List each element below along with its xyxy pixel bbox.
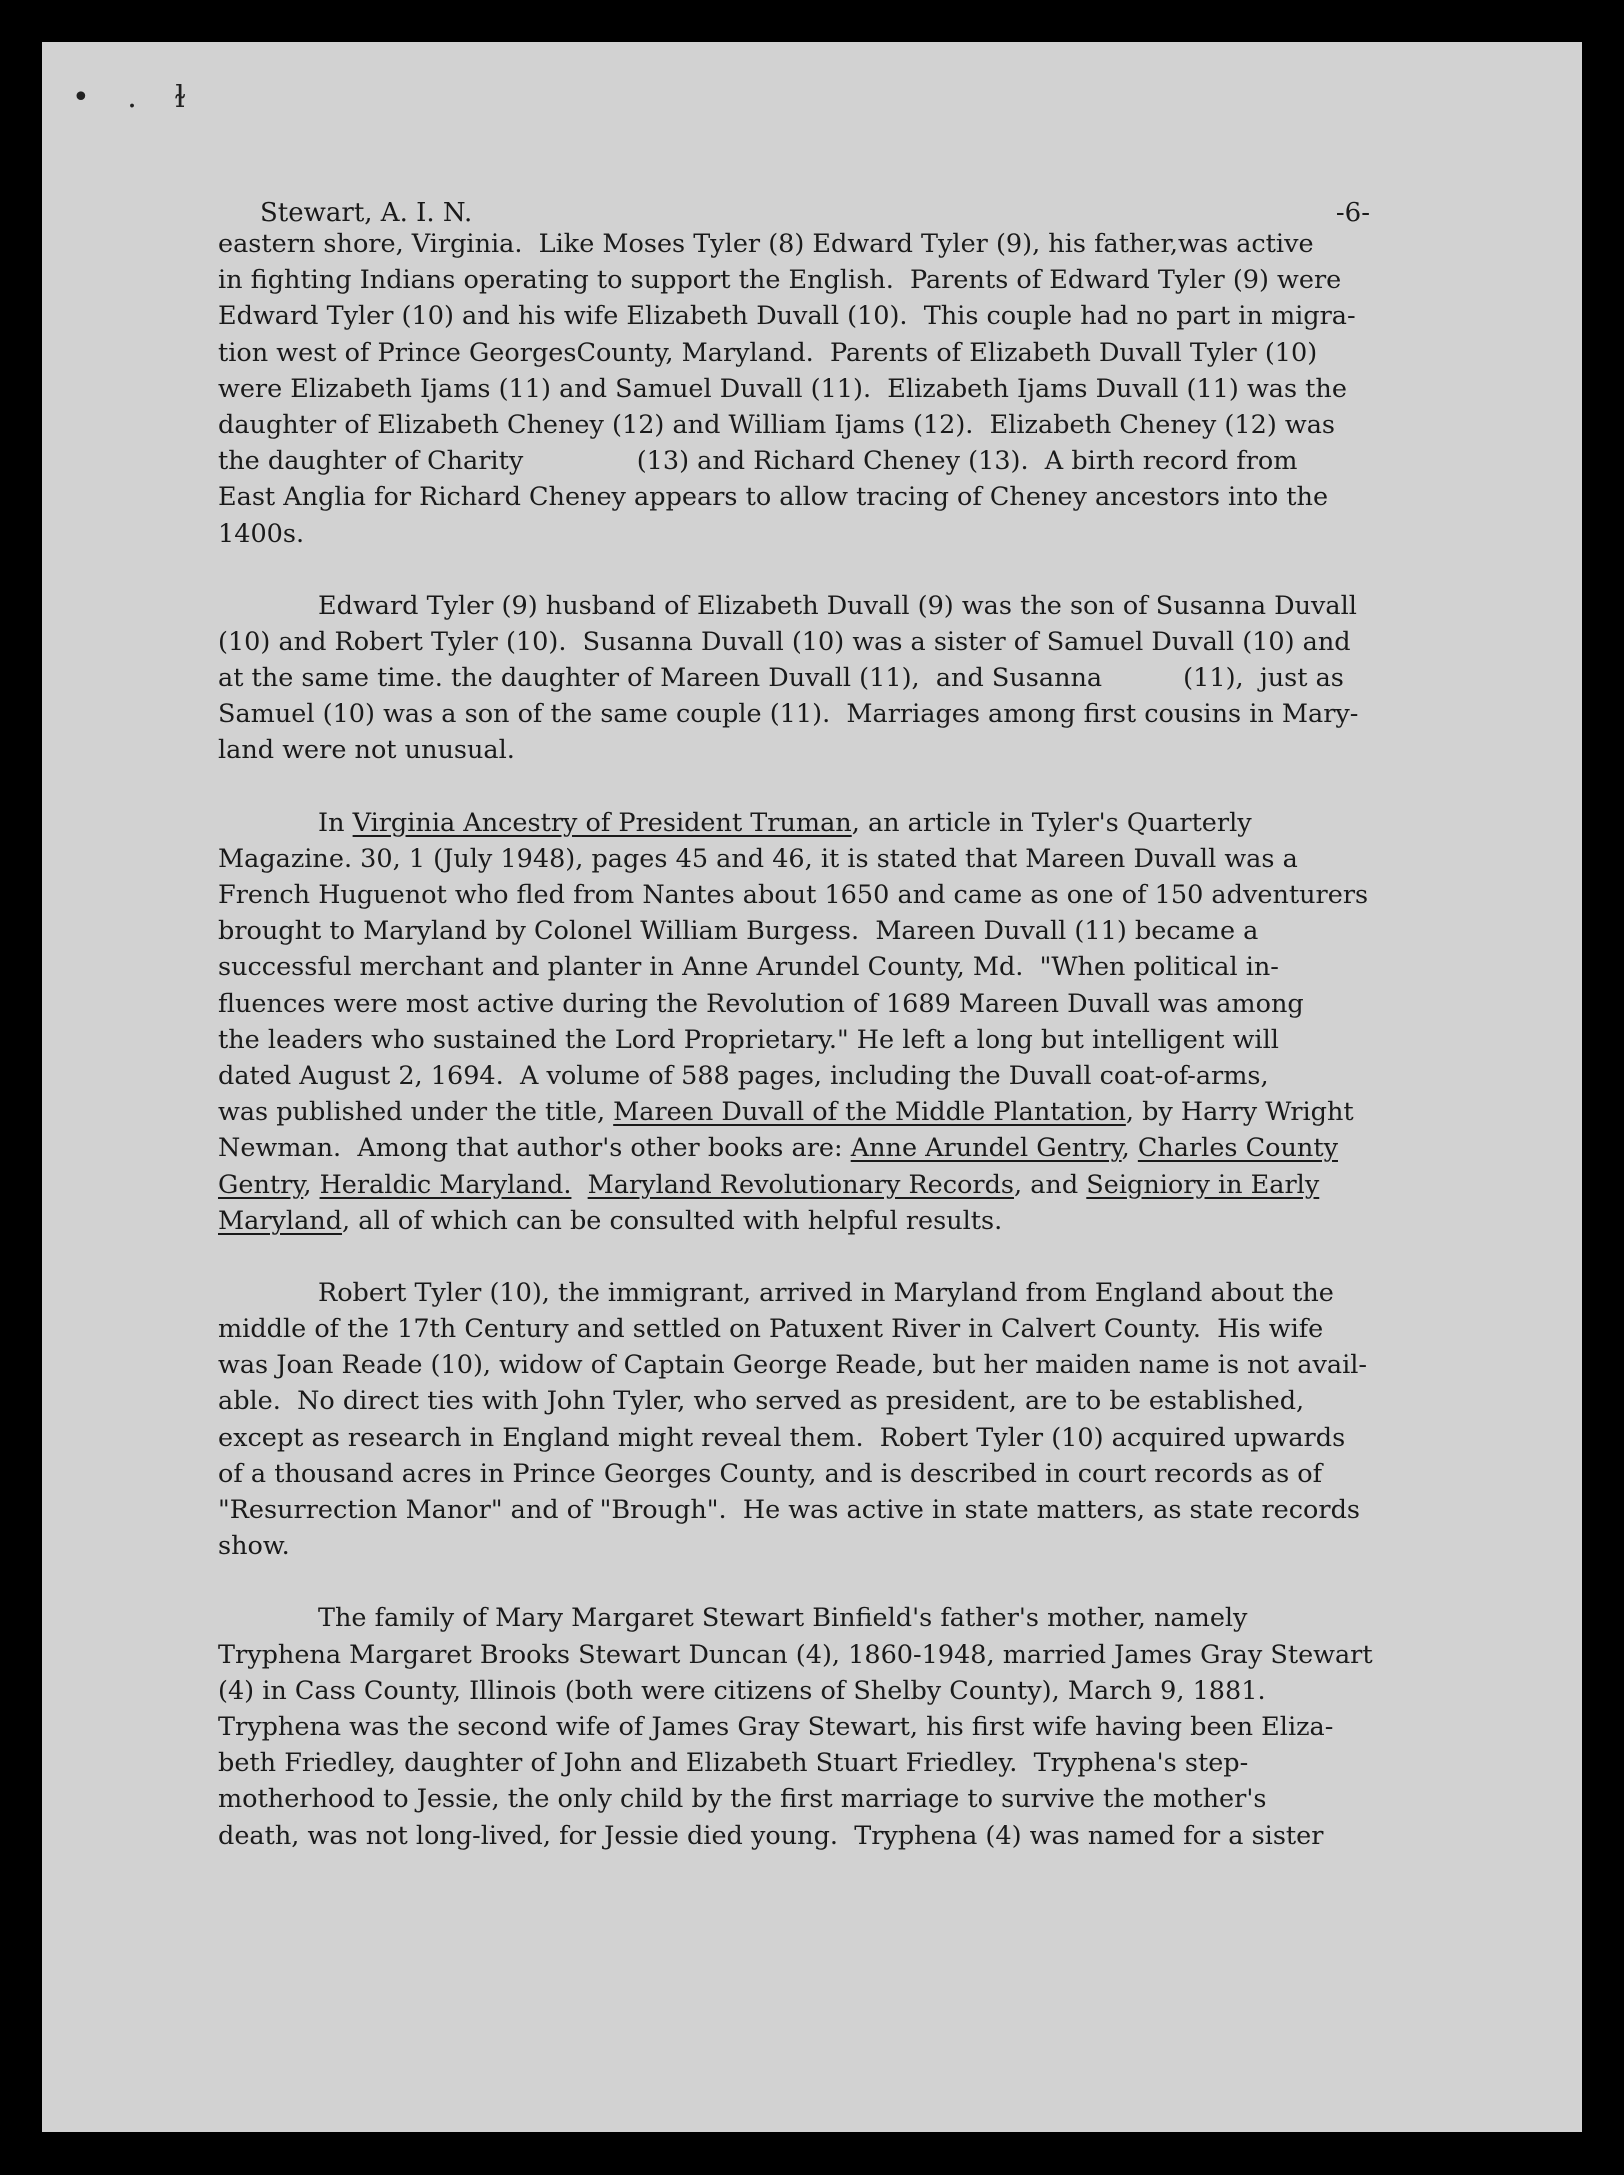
text-line [218,949,1478,985]
text-segment: motherhood to Jessie, the only child by the first marriage to survive the mother's [218,1784,1267,1815]
text-line [218,335,1478,371]
text-line [218,516,1478,552]
text-line [218,732,1478,768]
text-line [218,1600,1478,1636]
underlined-title: Charles County [1137,1133,1338,1164]
text-segment: dated August 2, 1694. A volume of 588 pages, including the Duvall coat-of-arms, [218,1060,1269,1091]
text-segment: the daughter of Charity (13) and Richard Cheney (13). A birth record from [218,446,1298,477]
text-line [218,913,1478,949]
text-line [218,1203,1478,1239]
text-segment: the leaders who sustained the Lord Proprietary." He left a long but intelligent will [218,1024,1279,1055]
text-segment: East Anglia for Richard Cheney appears to allow tracing of Cheney ancestors into the [218,482,1329,513]
text-line [218,588,1478,624]
text-segment: The family of Mary Margaret Stewart Binfield's father's mother, namely [318,1603,1248,1634]
underlined-title: Maryland [218,1205,343,1236]
text-segment: Tryphena Margaret Brooks Stewart Duncan (4), 1860-1948, married James Gray Stewart [218,1639,1373,1670]
paragraph [218,805,1478,1239]
text-segment: was Joan Reade (10), widow of Captain George Reade, but her maiden name is not avail- [218,1350,1368,1381]
text-segment: , an article in Tyler's Quarterly [851,807,1252,838]
margin-marks: • . ɫ [72,80,200,115]
text-segment: Tryphena was the second wife of James Gray Stewart, his first wife having been Eliza- [218,1711,1334,1742]
text-segment: land were not unusual. [218,735,515,766]
underlined-title: Maryland Revolutionary Records [587,1169,1015,1200]
text-segment: Magazine. 30, 1 (July 1948), pages 45 and 46, it is stated that Mareen Duvall was a [218,843,1298,874]
text-segment: 1400s. [218,518,305,549]
text-segment: Newman. Among that author's other books are: [218,1133,851,1164]
text-line [218,1420,1478,1456]
text-segment: were Elizabeth Ijams (11) and Samuel Duvall (11). Elizabeth Ijams Duvall (11) was the [218,373,1347,404]
text-line [218,407,1478,443]
text-line [218,1311,1478,1347]
text-line [218,1456,1478,1492]
text-segment: , and [1014,1169,1087,1200]
text-segment: Edward Tyler (9) husband of Elizabeth Duvall (9) was the son of Susanna Duvall [318,590,1357,621]
text-segment: tion west of Prince GeorgesCounty, Maryland. Parents of Elizabeth Duvall Tyler (10) [218,337,1318,368]
header-author: Stewart, A. I. N. [260,198,473,228]
text-line [218,1094,1478,1130]
underlined-title: Heraldic Maryland. [319,1169,572,1200]
text-segment: In [318,807,353,838]
text-line [218,877,1478,913]
text-segment: daughter of Elizabeth Cheney (12) and William Ijams (12). Elizabeth Cheney (12) was [218,409,1335,440]
text-line [218,805,1478,841]
text-segment: , [303,1169,320,1200]
text-segment: of a thousand acres in Prince Georges County, and is described in court records as of [218,1458,1323,1489]
paragraph [218,1600,1478,1853]
text-line [218,624,1478,660]
underlined-title: Anne Arundel Gentry [850,1133,1122,1164]
text-line [218,841,1478,877]
text-line [218,1275,1478,1311]
text-line [218,696,1478,732]
underlined-title: Seigniory in Early [1086,1169,1320,1200]
text-line [218,1637,1478,1673]
paragraph-gap [218,552,1478,588]
text-line [218,986,1478,1022]
paragraph [218,226,1478,552]
text-line [218,1130,1478,1166]
document-body [218,226,1478,1854]
text-line [218,1818,1478,1854]
text-segment: Samuel (10) was a son of the same couple (11). Marriages among first cousins in Mary- [218,699,1359,730]
text-segment: , all of which can be consulted with helpful results. [342,1205,1003,1236]
text-line [218,1058,1478,1094]
text-line [218,262,1478,298]
text-segment: , [1121,1133,1138,1164]
text-line [218,298,1478,334]
text-segment: able. No direct ties with John Tyler, who served as president, are to be established, [218,1386,1305,1417]
text-segment: death, was not long-lived, for Jessie died young. Tryphena (4) was named for a sister [218,1820,1324,1851]
text-segment: except as research in England might reveal them. Robert Tyler (10) acquired upwards [218,1422,1346,1453]
text-line [218,1347,1478,1383]
text-line [218,660,1478,696]
paragraph-gap [218,769,1478,805]
text-line [218,226,1478,262]
text-segment: fluences were most active during the Revolution of 1689 Mareen Duvall was among [218,988,1304,1019]
text-line [218,1383,1478,1419]
text-line [218,1022,1478,1058]
text-line [218,479,1478,515]
text-line [218,371,1478,407]
underlined-title: Gentry [218,1169,304,1200]
text-line [218,1528,1478,1564]
text-segment: French Huguenot who fled from Nantes about 1650 and came as one of 150 adventurers [218,880,1369,910]
text-segment: Robert Tyler (10), the immigrant, arrived in Maryland from England about the [318,1277,1334,1308]
text-segment: show. [218,1531,290,1562]
text-line [218,1673,1478,1709]
underlined-title: Mareen Duvall of the Middle Plantation [613,1097,1126,1128]
text-segment: (10) and Robert Tyler (10). Susanna Duvall (10) was a sister of Samuel Duvall (10) and [218,626,1351,657]
text-segment: beth Friedley, daughter of John and Elizabeth Stuart Friedley. Tryphena's step- [218,1748,1249,1779]
text-line [218,1745,1478,1781]
text-segment [571,1170,587,1200]
text-line [218,1167,1478,1203]
underlined-title: Virginia Ancestry of President Truman [352,807,852,838]
paragraph-gap [218,1564,1478,1600]
text-segment: successful merchant and planter in Anne Arundel County, Md. "When political in- [218,952,1279,983]
paragraph [218,1275,1478,1565]
text-segment: middle of the 17th Century and settled on Patuxent River in Calvert County. His wife [218,1314,1324,1345]
text-segment: , by Harry Wright [1125,1097,1354,1128]
text-segment: Edward Tyler (10) and his wife Elizabeth Duvall (10). This couple had no part in migra- [218,301,1356,332]
text-segment: eastern shore, Virginia. Like Moses Tyler (8) Edward Tyler (9), his father,was active [218,229,1314,259]
page-number: -6- [1335,198,1370,228]
text-line [218,1709,1478,1745]
text-line [218,443,1478,479]
text-segment: "Resurrection Manor" and of "Brough". He was active in state matters, as state records [218,1495,1361,1525]
text-line [218,1781,1478,1817]
text-segment: in fighting Indians operating to support the English. Parents of Edward Tyler (9) were [218,265,1342,296]
text-segment: brought to Maryland by Colonel William Burgess. Mareen Duvall (11) became a [218,916,1259,947]
paragraph [218,588,1478,769]
text-segment: at the same time. the daughter of Mareen Duvall (11), and Susanna (11), just as [218,663,1344,694]
paragraph-gap [218,1239,1478,1275]
text-line [218,1492,1478,1528]
text-segment: was published under the title, [218,1097,614,1128]
text-segment: (4) in Cass County, Illinois (both were citizens of Shelby County), March 9, 1881. [218,1675,1266,1706]
